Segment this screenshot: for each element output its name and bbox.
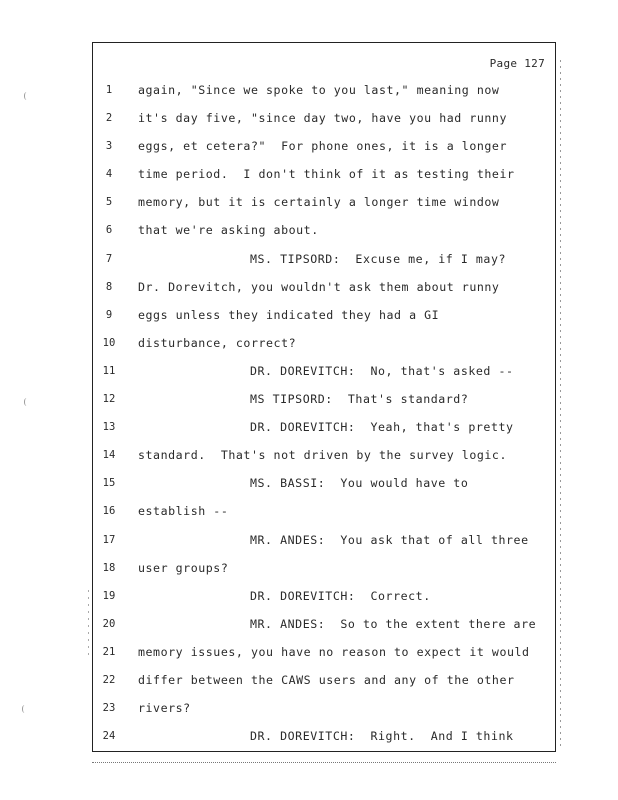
line-text: disturbance, correct?: [138, 335, 297, 350]
transcript-line: [93, 132, 555, 160]
line-text: MR. ANDES: So to the extent there are: [250, 616, 537, 631]
transcript-line: [93, 273, 555, 301]
line-text: differ between the CAWS users and any of the other: [138, 672, 515, 687]
line-text: MS. TIPSORD: Excuse me, if I may?: [250, 251, 507, 266]
line-text: DR. DOREVITCH: Correct.: [250, 588, 431, 603]
line-text: establish --: [138, 504, 229, 519]
line-number: 7: [105, 252, 113, 265]
transcript-line: [93, 497, 555, 525]
line-text: Dr. Dorevitch, you wouldn't ask them about runny: [138, 279, 500, 294]
line-number: 20: [102, 617, 116, 630]
line-text: MS TIPSORD: That's standard?: [250, 392, 469, 407]
scan-speck: [24, 398, 29, 406]
transcript-line: [93, 694, 555, 722]
line-number: 24: [102, 730, 116, 743]
line-number: 21: [102, 645, 116, 658]
left-margin-marks: [88, 590, 89, 660]
line-number: 13: [102, 421, 116, 434]
line-number: 5: [105, 196, 113, 209]
transcript-line: [93, 160, 555, 188]
line-text: eggs, et cetera?" For phone ones, it is a longer: [138, 139, 507, 154]
line-number: 23: [102, 702, 116, 715]
line-text: eggs unless they indicated they had a GI: [138, 307, 440, 322]
line-number: 14: [102, 449, 116, 462]
line-text: rivers?: [138, 701, 191, 716]
line-text: MS. BASSI: You would have to: [250, 476, 469, 491]
transcript-line: [93, 526, 555, 554]
line-number: 19: [102, 589, 116, 602]
transcript-line: [93, 245, 555, 273]
transcript-line: [93, 301, 555, 329]
transcript-line: [93, 610, 555, 638]
line-number: 3: [105, 140, 113, 153]
line-number: 10: [102, 336, 116, 349]
transcript-line: [93, 104, 555, 132]
transcript-line: [93, 638, 555, 666]
line-text: standard. That's not driven by the survey logic.: [138, 448, 507, 463]
line-text: MR. ANDES: You ask that of all three: [250, 532, 529, 547]
transcript-line: [93, 469, 555, 497]
line-text: that we're asking about.: [138, 223, 319, 238]
line-text: DR. DOREVITCH: Right. And I think: [250, 729, 514, 744]
line-text: DR. DOREVITCH: No, that's asked --: [250, 363, 514, 378]
transcript-page: [92, 42, 556, 752]
transcript-line: [93, 441, 555, 469]
page-number: Page 127: [489, 57, 545, 70]
transcript-line: [93, 722, 555, 750]
line-text: DR. DOREVITCH: Yeah, that's pretty: [250, 420, 514, 435]
line-number: 9: [105, 308, 113, 321]
line-number: 18: [102, 561, 116, 574]
transcript-line: [93, 329, 555, 357]
line-number: 16: [102, 505, 116, 518]
line-number: 1: [105, 84, 113, 96]
line-number: 8: [105, 280, 113, 293]
line-number: 22: [102, 673, 116, 686]
line-number: 4: [105, 168, 113, 181]
line-text: it's day five, "since day two, have you had runny: [138, 111, 507, 126]
line-text: user groups?: [138, 560, 229, 575]
transcript-line: [93, 357, 555, 385]
scan-speck: [24, 92, 29, 100]
line-text: memory issues, you have no reason to expect it would: [138, 644, 530, 659]
right-margin-marks: [560, 60, 561, 750]
bottom-rule: [92, 762, 556, 763]
line-text: memory, but it is certainly a longer time window: [138, 195, 500, 210]
scan-speck: [22, 705, 27, 713]
transcript-line: [93, 666, 555, 694]
line-number: 17: [102, 533, 116, 546]
transcript-line: [93, 188, 555, 216]
line-number: 12: [102, 393, 116, 406]
transcript-lines: [93, 76, 555, 750]
transcript-line: [93, 582, 555, 610]
transcript-line: [93, 554, 555, 582]
line-text: time period. I don't think of it as testing their: [138, 167, 515, 182]
line-number: 15: [102, 477, 116, 490]
line-text: again, "Since we spoke to you last," meaning now: [138, 83, 500, 97]
transcript-line: [93, 413, 555, 441]
line-number: 6: [105, 224, 113, 237]
transcript-line: [93, 385, 555, 413]
line-number: 11: [102, 364, 116, 377]
transcript-line: [93, 216, 555, 244]
line-number: 2: [105, 112, 113, 125]
transcript-line: [93, 76, 555, 104]
